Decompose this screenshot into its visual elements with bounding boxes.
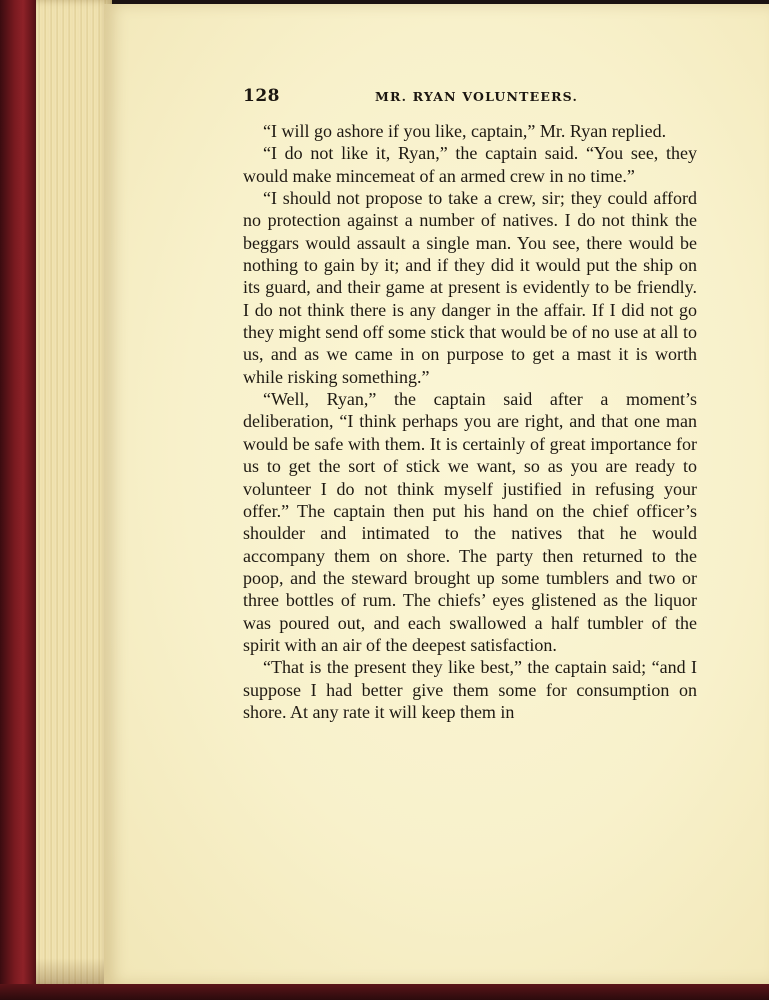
page-edges-gutter [36, 0, 112, 988]
running-head [243, 86, 697, 112]
page-number: 128 [243, 86, 280, 106]
paragraph: “Well, Ryan,” the captain said after a moment’s deliberation, “I think perhaps you are right, and that one man would be safe with them. It is certainly of great importance for us to get the sort of stick we want, so as you are ready to volunteer I do not think myself justified in refusing your offer.” The captain then put his hand on the chief officer’s shoulder and intimated to the natives that he would accompany them on shore. The party then returned to the poop, and the steward brought up some tumblers and two or three bottles of rum. The chiefs’ eyes glistened as the liquor was poured out, and each swallowed a half tumbler of the spirit with an air of the deepest satisfaction. [243, 389, 697, 655]
paragraph: “I should not propose to take a crew, sir; they could afford no protection against a number of natives. I do not think the beggars would assault a single man. You see, there would be nothing to gain by it; and if they did it would put the ship on its guard, and their game at present is evidently to be friendly. I do not think there is any danger in the affair. If I did not go they might send off some stick that would be of no use at all to us, and as we came in on purpose to get a mast it is worth while risking something.” [243, 188, 697, 387]
paragraph: “I do not like it, Ryan,” the captain said. “You see, they would make mincemeat of an armed crew in no time.” [243, 143, 697, 186]
body-text [243, 120, 697, 723]
bottom-binding-edge [0, 984, 769, 1000]
chapter-title: MR. RYAN VOLUNTEERS. [375, 89, 579, 104]
paragraph: “I will go ashore if you like, captain,” Mr. Ryan replied. [263, 121, 667, 141]
paragraph: “That is the present they like best,” the captain said; “and I suppose I had better give them some for consumption on shore. At any rate it will keep them in [243, 657, 697, 722]
